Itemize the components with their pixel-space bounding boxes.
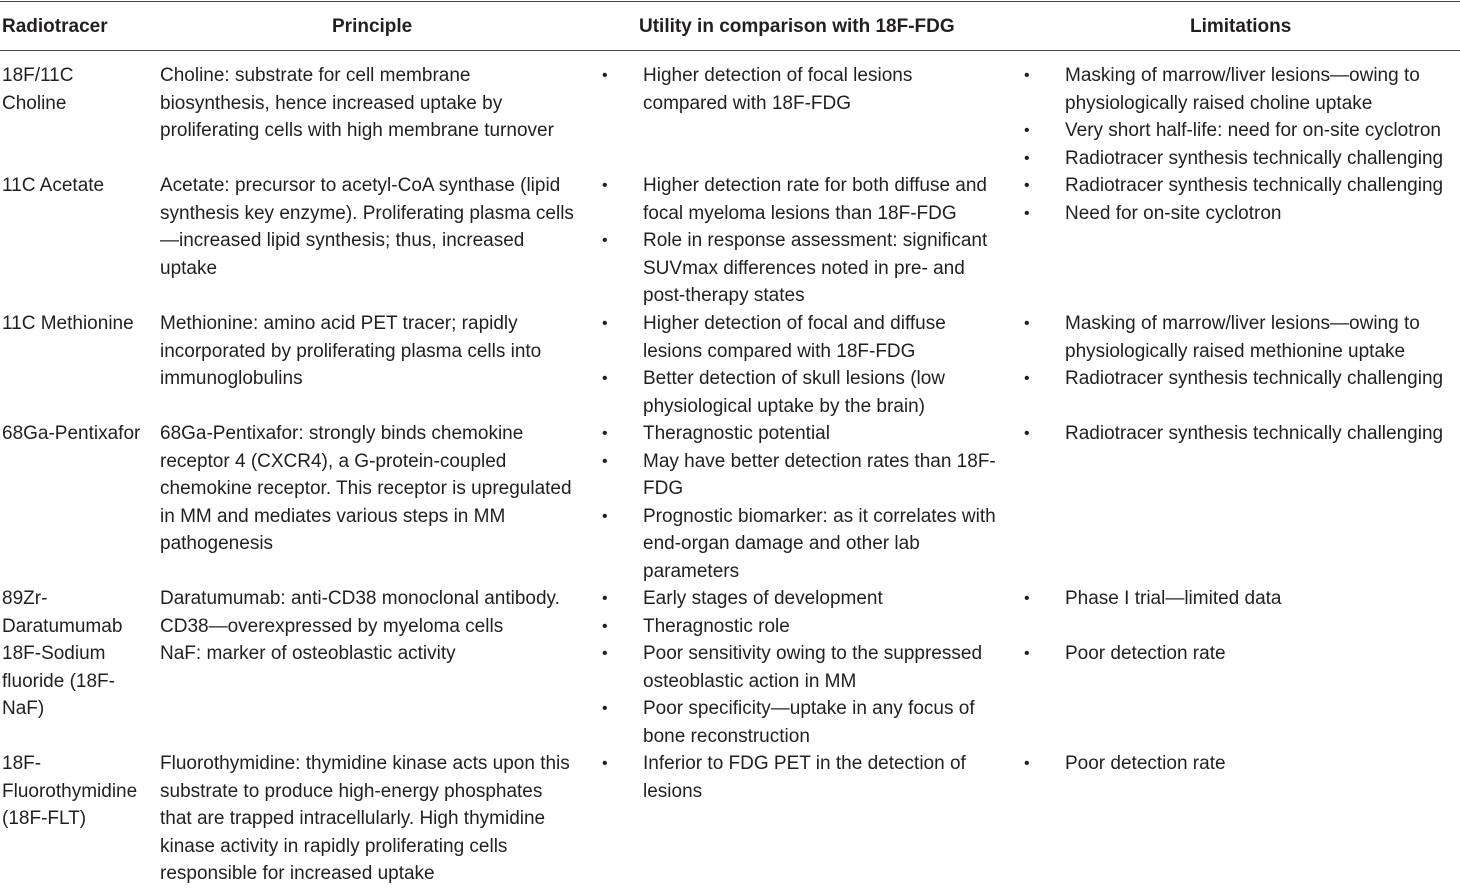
limitation-item-text: Phase I trial—limited data xyxy=(1065,588,1282,609)
principle-cell: 68Ga-Pentixafor: strongly binds chemokine xyxy=(160,423,524,444)
utility-item-text: physiological uptake by the brain) xyxy=(643,395,926,417)
bullet-icon: • xyxy=(1024,590,1030,607)
principle-cell: Fluorothymidine: thymidine kinase acts upon this xyxy=(160,753,570,774)
utility-item-text: Better detection of skull lesions (low xyxy=(643,368,946,389)
radiotracer-cell: fluoride (18F- xyxy=(2,670,115,692)
radiotracer-cell: (18F-FLT) xyxy=(2,808,87,829)
limitation-item-text: physiologically raised methionine uptake xyxy=(1065,340,1406,362)
principle-cell: responsible for increased uptake xyxy=(160,863,435,884)
bullet-icon: • xyxy=(602,700,608,717)
bullet-icon: • xyxy=(602,617,608,635)
utility-item-text: Theragnostic role xyxy=(643,615,790,637)
header-radiotracer: Radiotracer xyxy=(2,16,108,37)
principle-cell: Daratumumab: anti-CD38 monoclonal antibody. xyxy=(160,588,560,609)
radiotracer-cell: NaF) xyxy=(2,698,45,719)
utility-item-text: end-organ damage and other lab xyxy=(643,533,920,554)
radiotracer-cell: Choline xyxy=(2,92,67,114)
utility-item-text: Poor specificity—uptake in any focus of xyxy=(643,698,975,719)
limitation-item-text: Very short half-life: need for on-site cyclotron xyxy=(1065,120,1441,141)
limitation-item-text: Need for on-site cyclotron xyxy=(1065,202,1282,224)
radiotracer-cell: Fluorothymidine xyxy=(2,780,138,802)
principle-cell: immunoglobulins xyxy=(160,368,303,389)
bullet-icon: • xyxy=(1024,204,1030,222)
radiotracer-cell: 18F- xyxy=(2,753,42,774)
principle-cell: Methionine: amino acid PET tracer; rapidly xyxy=(160,313,518,334)
radiotracer-cell: 11C Acetate xyxy=(2,175,105,196)
utility-item-text: May have better detection rates than 18F- xyxy=(643,450,996,472)
limitation-item-text: Poor detection rate xyxy=(1065,753,1226,774)
bullet-icon: • xyxy=(602,452,608,470)
table-header xyxy=(0,0,1460,52)
utility-item-text: SUVmax differences noted in pre- and xyxy=(643,257,965,279)
utility-item-text: lesions compared with 18F-FDG xyxy=(643,340,916,362)
principle-cell: that are trapped intracellularly. High thymidine xyxy=(160,808,546,829)
principle-cell: kinase activity in rapidly proliferating cells xyxy=(160,835,508,857)
bullet-icon: • xyxy=(1024,370,1030,387)
radiotracer-cell: Daratumumab xyxy=(2,615,123,637)
utility-item-text: Poor sensitivity owing to the suppressed xyxy=(643,643,983,664)
utility-item-text: Higher detection of focal lesions xyxy=(643,65,913,86)
radiotracer-cell: 89Zr- xyxy=(2,588,48,609)
bullet-icon: • xyxy=(602,177,608,194)
bullet-icon: • xyxy=(602,67,608,84)
utility-item-text: compared with 18F-FDG xyxy=(643,92,852,114)
utility-item-text: focal myeloma lesions than 18F-FDG xyxy=(643,202,957,224)
bullet-icon: • xyxy=(1024,755,1030,772)
header-limitations: Limitations xyxy=(1190,16,1292,37)
utility-item-text: Role in response assessment: significant xyxy=(643,230,988,251)
utility-item-text: FDG xyxy=(643,478,684,499)
principle-cell: proliferating cells with high membrane turnover xyxy=(160,120,554,141)
limitation-item-text: Masking of marrow/liver lesions—owing to xyxy=(1065,65,1420,86)
radiotracer-cell: 11C Methionine xyxy=(2,313,134,334)
principle-cell: synthesis key enzyme). Proliferating plasma cells xyxy=(160,202,574,224)
utility-item-text: Higher detection of focal and diffuse xyxy=(643,313,946,334)
principle-cell: pathogenesis xyxy=(160,533,274,554)
limitation-item-text: Radiotracer synthesis technically challenging xyxy=(1065,423,1444,444)
utility-item-text: Prognostic biomarker: as it correlates with xyxy=(643,505,996,527)
bullet-icon: • xyxy=(602,755,608,772)
header-principle: Principle xyxy=(332,16,413,37)
utility-item-text: bone reconstruction xyxy=(643,725,810,747)
utility-item-text: Theragnostic potential xyxy=(643,423,830,444)
principle-cell: NaF: marker of osteoblastic activity xyxy=(160,643,456,664)
bullet-icon: • xyxy=(602,507,608,525)
principle-cell: Acetate: precursor to acetyl-CoA synthase (lipid xyxy=(160,175,561,196)
bullet-icon: • xyxy=(1024,425,1030,442)
bullet-icon: • xyxy=(602,370,608,387)
bullet-icon: • xyxy=(602,425,608,442)
bullet-icon: • xyxy=(602,232,608,249)
header-utility: Utility in comparison with 18F-FDG xyxy=(639,16,955,37)
utility-item-text: post-therapy states xyxy=(643,285,805,306)
principle-cell: substrate to produce high-energy phosphates xyxy=(160,780,543,802)
principle-cell: uptake xyxy=(160,257,218,279)
principle-cell: —increased lipid synthesis; thus, increased xyxy=(160,230,525,251)
bullet-icon: • xyxy=(1024,149,1030,167)
bullet-icon: • xyxy=(602,590,608,607)
header-rule xyxy=(0,50,1460,51)
limitation-item-text: Masking of marrow/liver lesions—owing to xyxy=(1065,313,1420,334)
limitation-item-text: physiologically raised choline uptake xyxy=(1065,92,1373,114)
utility-item-text: osteoblastic action in MM xyxy=(643,670,857,692)
bullet-icon: • xyxy=(1024,122,1030,139)
limitation-item-text: Poor detection rate xyxy=(1065,643,1226,664)
principle-cell: chemokine receptor. This receptor is upregulated xyxy=(160,478,572,499)
principle-cell: incorporated by proliferating plasma cells into xyxy=(160,340,542,362)
bullet-icon: • xyxy=(602,315,608,332)
principle-cell: receptor 4 (CXCR4), a G-protein-coupled xyxy=(160,450,507,472)
limitation-item-text: Radiotracer synthesis technically challenging xyxy=(1065,368,1444,389)
bullet-icon: • xyxy=(1024,315,1030,332)
limitation-item-text: Radiotracer synthesis technically challenging xyxy=(1065,175,1444,196)
radiotracer-cell: 68Ga-Pentixafor xyxy=(2,423,141,444)
bullet-icon: • xyxy=(1024,177,1030,194)
utility-item-text: Inferior to FDG PET in the detection of xyxy=(643,753,966,774)
principle-cell: biosynthesis, hence increased uptake by xyxy=(160,92,503,114)
principle-cell: CD38—overexpressed by myeloma cells xyxy=(160,615,504,637)
utility-item-text: lesions xyxy=(643,780,703,802)
principle-cell: Choline: substrate for cell membrane xyxy=(160,65,471,86)
limitation-item-text: Radiotracer synthesis technically challenging xyxy=(1065,147,1444,169)
utility-item-text: Higher detection rate for both diffuse and xyxy=(643,175,987,196)
principle-cell: in MM and mediates various steps in MM xyxy=(160,505,506,527)
bullet-icon: • xyxy=(602,645,608,662)
radiotracer-cell: 18F/11C xyxy=(2,65,74,86)
utility-item-text: Early stages of development xyxy=(643,588,883,609)
bullet-icon: • xyxy=(1024,67,1030,84)
radiotracer-cell: 18F-Sodium xyxy=(2,643,106,664)
bullet-icon: • xyxy=(1024,645,1030,662)
utility-item-text: parameters xyxy=(643,560,740,582)
